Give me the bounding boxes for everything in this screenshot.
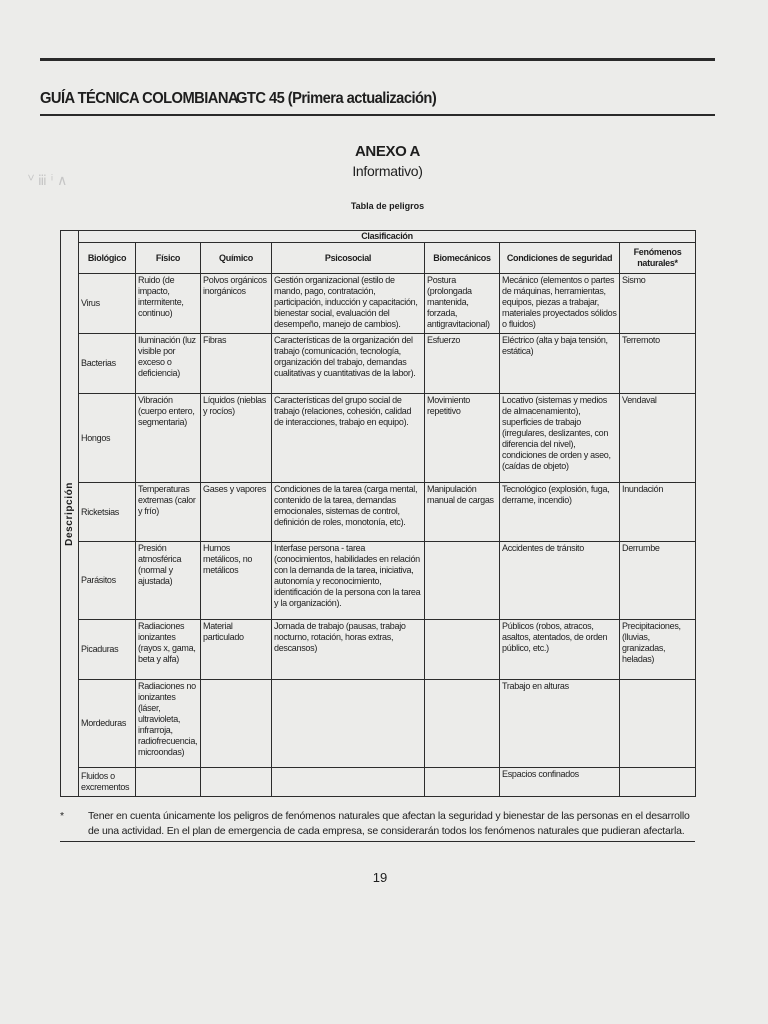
column-header: Biomecánicos xyxy=(425,243,500,274)
table-cell: Mordeduras xyxy=(79,680,136,768)
table-cell: Interfase persona - tarea (conocimientos, habilidades en relación con la demanda de la tarea, iniciativa, autonomía y reconocimiento, identificación de la persona con la tarea y la organización). xyxy=(272,542,425,620)
table-row xyxy=(61,680,696,768)
table-cell: Accidentes de tránsito xyxy=(500,542,620,620)
table-cell: Humos metálicos, no metálicos xyxy=(201,542,272,620)
table-cell: Espacios confinados xyxy=(500,768,620,797)
table-row xyxy=(61,483,696,542)
table-row xyxy=(61,542,696,620)
table-cell: Iluminación (luz visible por exceso o deficiencia) xyxy=(136,334,201,394)
table-cell: Hongos xyxy=(79,394,136,483)
table-cell: Movimiento repetitivo xyxy=(425,394,500,483)
column-header: Psicosocial xyxy=(272,243,425,274)
table-cell: Presión atmosférica (normal y ajustada) xyxy=(136,542,201,620)
table-cell: Picaduras xyxy=(79,620,136,680)
table-cell: Bacterias xyxy=(79,334,136,394)
table-cell: Jornada de trabajo (pausas, trabajo nocturno, rotación, horas extras, descansos) xyxy=(272,620,425,680)
table-cell: Radiaciones ionizantes (rayos x, gama, beta y alfa) xyxy=(136,620,201,680)
table-cell: Polvos orgánicos inorgánicos xyxy=(201,274,272,334)
column-header: Químico xyxy=(201,243,272,274)
table-caption: Tabla de peligros xyxy=(350,201,425,211)
table-cell: Condiciones de la tarea (carga mental, contenido de la tarea, demandas emocionales, sistemas de control, definición de roles, monotonía, etc). xyxy=(272,483,425,542)
table-cell: Fibras xyxy=(201,334,272,394)
table-cell: Esfuerzo xyxy=(425,334,500,394)
column-header: Condiciones de seguridad xyxy=(500,243,620,274)
table-cell: Características del grupo social de trabajo (relaciones, cohesión, calidad de interacciones, trabajo en equipo). xyxy=(272,394,425,483)
column-header: Biológico xyxy=(79,243,136,274)
header-title-left: GUÍA TÉCNICA COLOMBIANA xyxy=(40,90,239,107)
column-header: Físico xyxy=(136,243,201,274)
table-cell: Tecnológico (explosión, fuga, derrame, incendio) xyxy=(500,483,620,542)
footnote-text: Tener en cuenta únicamente los peligros de fenómenos naturales que afectan la seguridad y bienestar de las personas en el desarrollo de una actividad. En el plan de emergencia de cada empresa, se considerarán todos los fenómenos naturales que pudieran afectarla. xyxy=(88,810,690,837)
table-cell: Gases y vapores xyxy=(201,483,272,542)
table-cell xyxy=(425,620,500,680)
table-cell: Locativo (sistemas y medios de almacenamiento), superficies de trabajo (irregulares, deslizantes, con diferencia del nivel), condiciones de orden y aseo, (caídas de objeto) xyxy=(500,394,620,483)
table-cell xyxy=(201,680,272,768)
faint-scribble: ⱽ ⅲ ⁱ ∧ xyxy=(28,172,68,188)
table-cell: Terremoto xyxy=(620,334,696,394)
table-row xyxy=(61,274,696,334)
table-header-row xyxy=(61,243,696,274)
table-row xyxy=(61,394,696,483)
table-row xyxy=(61,768,696,797)
table-cell xyxy=(425,680,500,768)
table-cell: Material particulado xyxy=(201,620,272,680)
table-row xyxy=(61,620,696,680)
table-cell: Inundación xyxy=(620,483,696,542)
table-cell xyxy=(620,768,696,797)
header-title-right: GTC 45 (Primera actualización) xyxy=(236,90,437,107)
table-cell: Parásitos xyxy=(79,542,136,620)
table-cell: Sismo xyxy=(620,274,696,334)
table-cell: Temperaturas extremas (calor y frío) xyxy=(136,483,201,542)
footnote-mark: * xyxy=(60,810,64,822)
table-cell: Gestión organizacional (estilo de mando, pago, contratación, participación, inducción y capacitación, bienestar social, evaluación del desempeño, manejo de cambios). xyxy=(272,274,425,334)
table-cell: Virus xyxy=(79,274,136,334)
description-side-label: Descripción xyxy=(61,231,79,797)
table-cell: Radiaciones no ionizantes (láser, ultravioleta, infrarroja, radiofrecuencia, microondas) xyxy=(136,680,201,768)
page-number: 19 xyxy=(372,870,388,885)
annex-title: ANEXO A xyxy=(355,143,420,160)
top-rule xyxy=(40,58,715,61)
column-header: Fenómenos naturales* xyxy=(620,243,696,274)
table-cell: Mecánico (elementos o partes de máquinas, herramientas, equipos, piezas a trabajar, materiales proyectados sólidos o fluidos) xyxy=(500,274,620,334)
annex-subtitle: Informativo) xyxy=(352,163,423,179)
table-cell: Vibración (cuerpo entero, segmentaria) xyxy=(136,394,201,483)
table-cell: Manipulación manual de cargas xyxy=(425,483,500,542)
table-cell xyxy=(425,542,500,620)
table-cell: Trabajo en alturas xyxy=(500,680,620,768)
table-cell: Ruido (de impacto, intermitente, continuo) xyxy=(136,274,201,334)
table-cell xyxy=(620,680,696,768)
table-cell: Características de la organización del trabajo (comunicación, tecnología, organización del trabajo, demandas cualitativas y cuantitativas de la labor). xyxy=(272,334,425,394)
table-cell xyxy=(272,680,425,768)
table-cell: Fluidos o excrementos xyxy=(79,768,136,797)
table-cell: Líquidos (nieblas y rocíos) xyxy=(201,394,272,483)
table-cell: Eléctrico (alta y baja tensión, estática) xyxy=(500,334,620,394)
classification-header: Clasificación xyxy=(79,231,696,243)
table-cell: Vendaval xyxy=(620,394,696,483)
table-cell: Postura (prolongada mantenida, forzada, antigravitacional) xyxy=(425,274,500,334)
header-rule xyxy=(40,114,715,116)
hazard-table xyxy=(60,230,696,797)
table-cell: Públicos (robos, atracos, asaltos, atentados, de orden público, etc.) xyxy=(500,620,620,680)
footnote-rule xyxy=(60,841,695,842)
table-cell: Derrumbe xyxy=(620,542,696,620)
table-cell xyxy=(425,768,500,797)
table-cell: Precipitaciones, (lluvias, granizadas, heladas) xyxy=(620,620,696,680)
table-cell xyxy=(136,768,201,797)
table-row xyxy=(61,334,696,394)
table-cell: Ricketsias xyxy=(79,483,136,542)
table-cell xyxy=(201,768,272,797)
table-cell xyxy=(272,768,425,797)
